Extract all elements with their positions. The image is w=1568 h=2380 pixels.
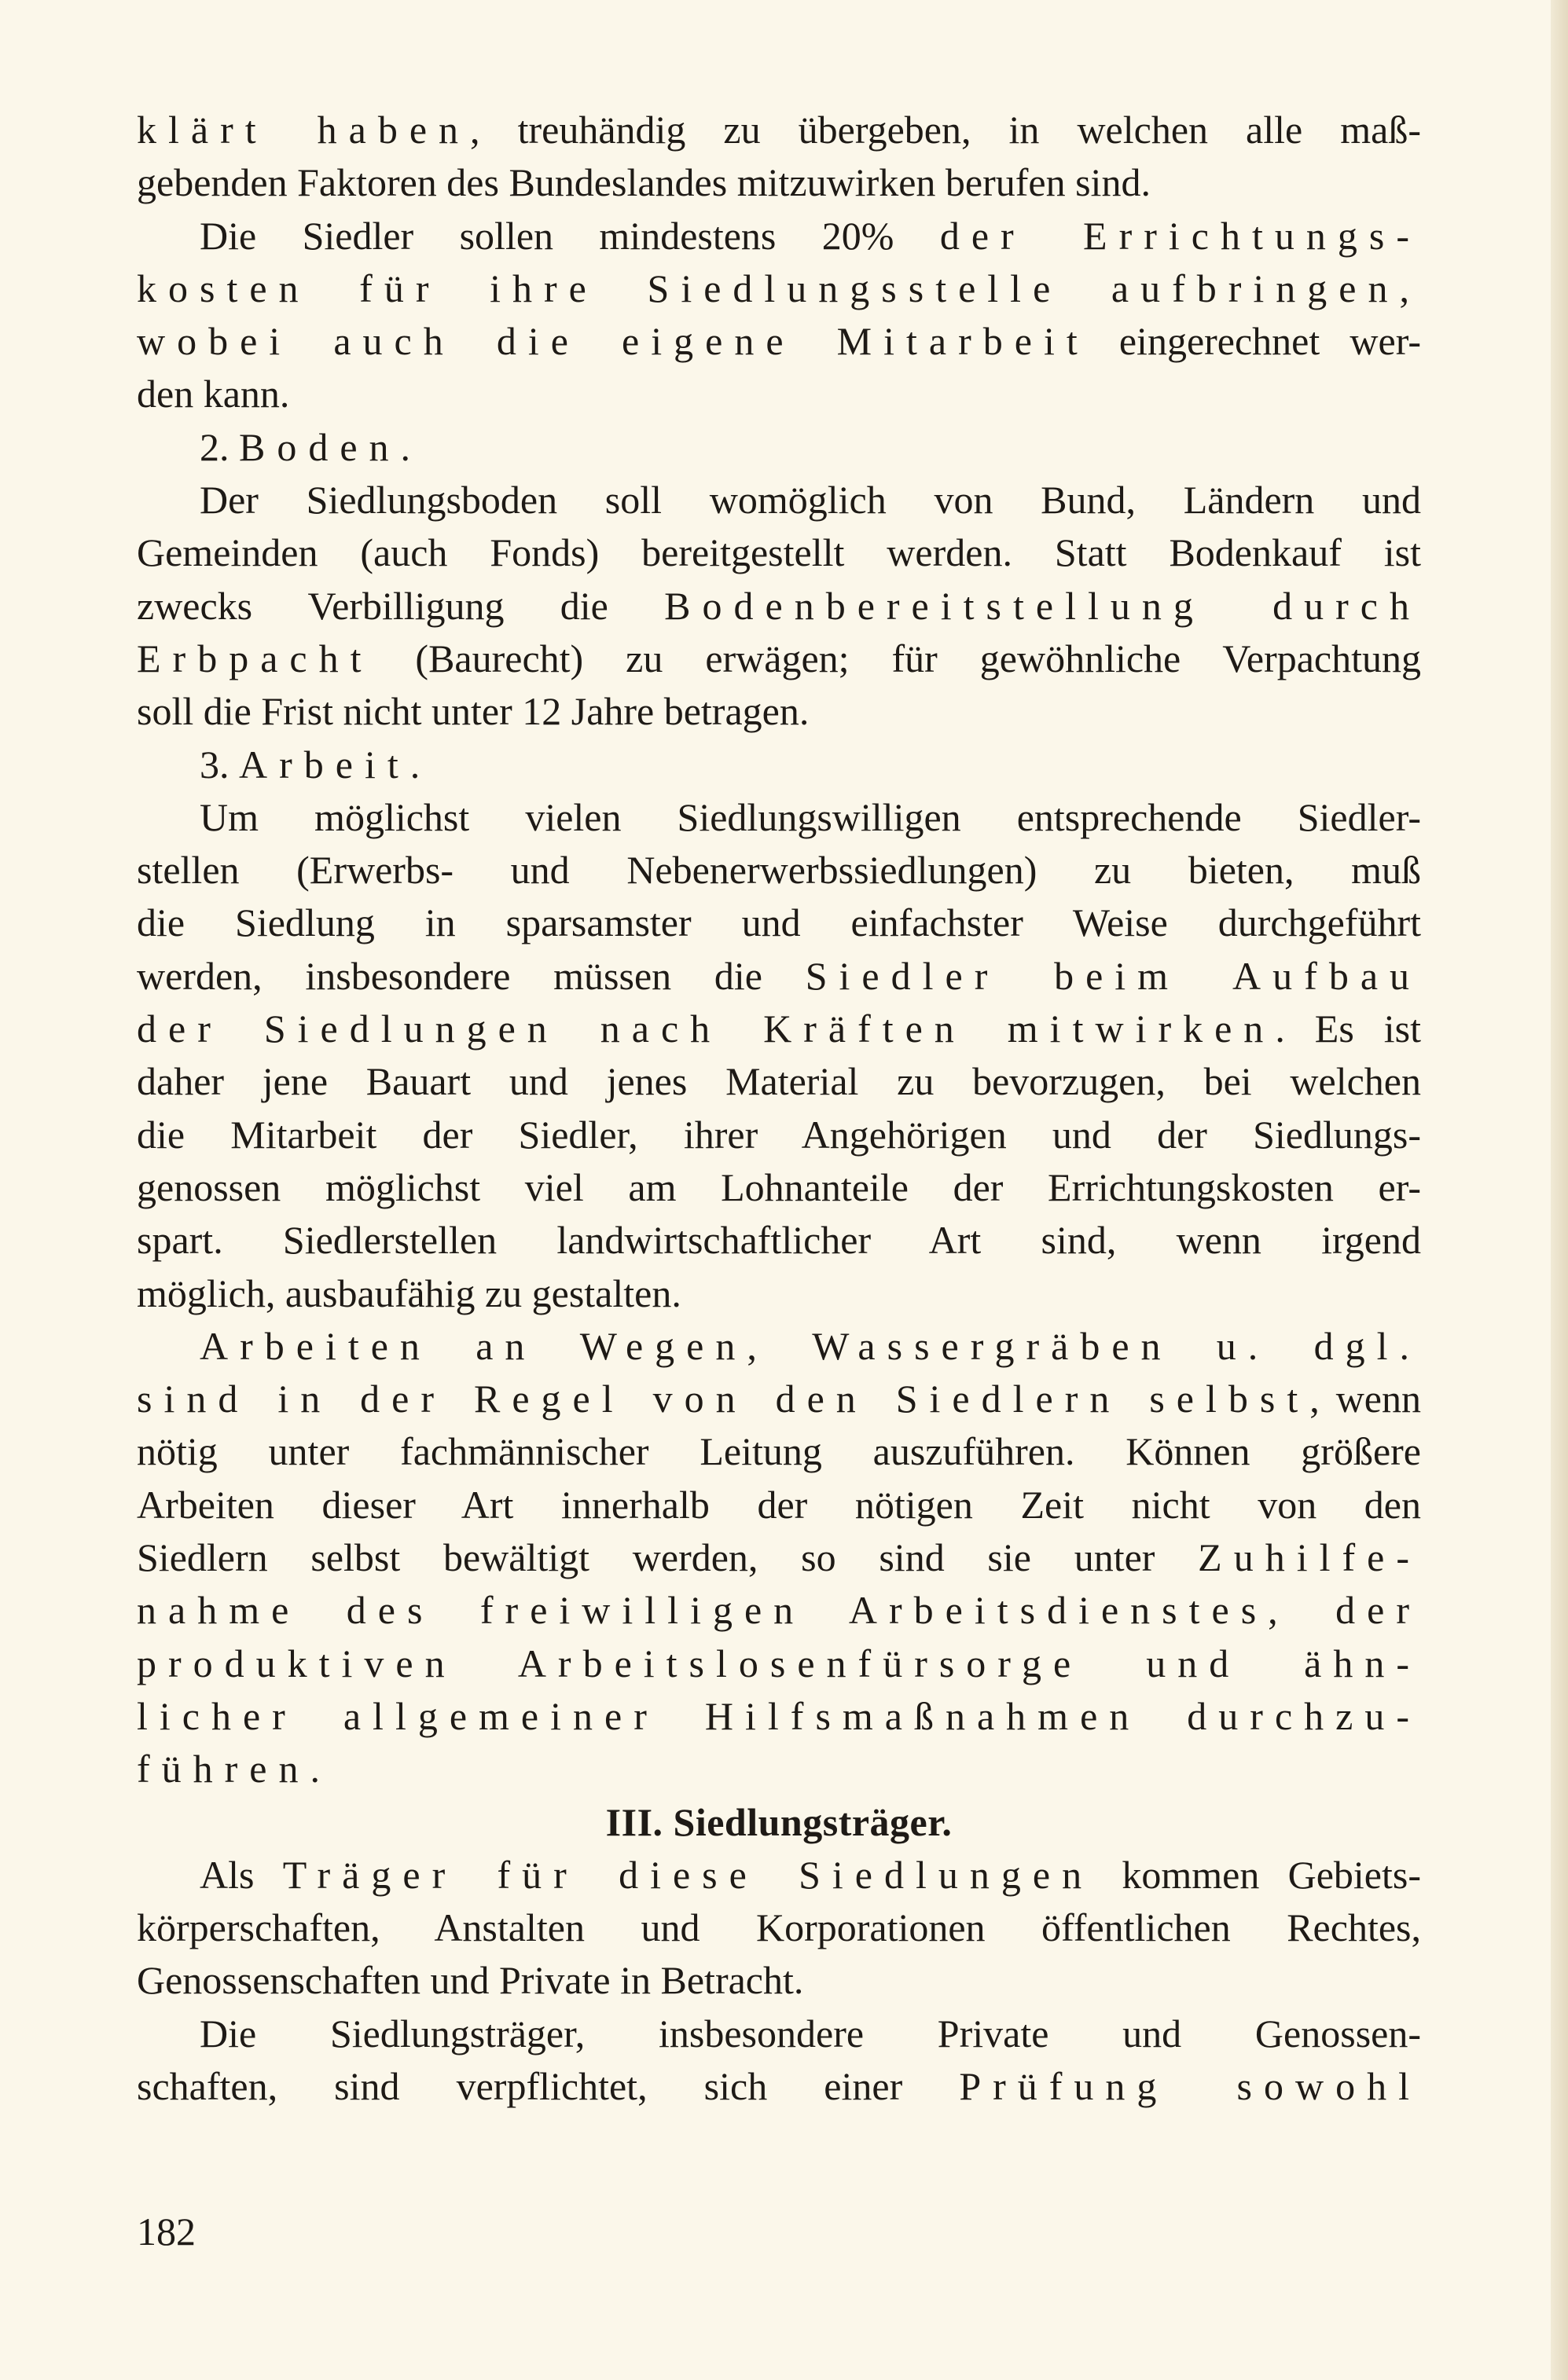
text-line: [137, 1320, 1421, 1373]
text-line: [137, 1637, 1421, 1690]
text-segment: Gemeinden (auch Fonds) bereitgestellt werden. Statt Bodenkauf ist: [137, 530, 1421, 575]
text-segment: gebenden Faktoren des Bundeslandes mitzuwirken berufen sind.: [137, 160, 1151, 205]
text-segment: Der Siedlungsboden soll womöglich von Bund, Ländern und: [200, 478, 1421, 523]
text-segment: stellen (Erwerbs- und Nebenerwerbssiedlungen) zu bieten, muß: [137, 848, 1421, 893]
body-text: [137, 104, 1421, 2113]
text-line: [137, 1743, 1421, 1795]
spaced-emphasis-text: produktiven Arbeitslosenfürsorge und ähn-: [137, 1641, 1421, 1685]
text-segment: soll die Frist nicht unter 12 Jahre betragen.: [137, 689, 810, 734]
spaced-emphasis-text: der Siedlungen nach Kräften mitwirken: [137, 1007, 1276, 1051]
text-line: [137, 474, 1421, 526]
spaced-emphasis-text: Erbpacht: [137, 636, 373, 680]
spaced-emphasis-text: Boden.: [239, 424, 423, 469]
spaced-emphasis-text: Zuhilfe-: [1198, 1535, 1421, 1580]
text-segment: schaften, sind verpflichtet, sich einer: [137, 2063, 960, 2108]
text-segment: spart. Siedlerstellen landwirtschaftlicher Art sind, wenn irgend: [137, 1218, 1421, 1263]
section-heading: [137, 1796, 1421, 1849]
text-line: [137, 1584, 1421, 1637]
text-line: [137, 1109, 1421, 1161]
spaced-emphasis-text: führen.: [137, 1747, 332, 1791]
text-segment: Als: [200, 1852, 283, 1897]
text-line: [137, 262, 1421, 315]
text-segment: III. Siedlungsträger.: [605, 1799, 953, 1844]
spaced-emphasis-text: licher allgemeiner Hilfsmaßnahmen durchzu-: [137, 1693, 1421, 1738]
text-line: [137, 1003, 1421, 1055]
text-segment: die Mitarbeit der Siedler, ihrer Angehörigen und der Siedlungs-: [137, 1112, 1421, 1157]
text-line: [137, 580, 1421, 633]
text-segment: kommen Gebiets-: [1093, 1852, 1421, 1897]
text-segment: nötig unter fachmännischer Leitung auszuführen. Können größere: [137, 1429, 1421, 1474]
text-line: [137, 844, 1421, 897]
text-line: [137, 210, 1421, 262]
text-segment: möglich, ausbaufähig zu gestalten.: [137, 1271, 681, 1315]
text-line: [137, 1373, 1421, 1425]
text-segment: genossen möglichst viel am Lohnanteile der Errichtungskosten er-: [137, 1164, 1421, 1209]
text-line: [137, 2008, 1421, 2060]
spaced-emphasis-text: wobei auch die eigene Mitarbeit: [137, 319, 1089, 364]
text-line: [137, 1055, 1421, 1108]
text-segment: körperschaften, Anstalten und Korporationen öffentlichen Rechtes,: [137, 1905, 1421, 1950]
spaced-emphasis-text: Prüfung sowohl: [959, 2063, 1421, 2108]
text-line: [137, 421, 1421, 474]
spaced-emphasis-text: sind in der Regel von den Siedlern selbst: [137, 1377, 1310, 1421]
text-line: [137, 1425, 1421, 1478]
text-line: [137, 526, 1421, 579]
text-line: [137, 1214, 1421, 1267]
text-segment: den kann.: [137, 372, 290, 416]
text-line: [137, 104, 1421, 156]
text-line: [137, 685, 1421, 738]
text-line: [137, 368, 1421, 420]
text-segment: die Siedlung in sparsamster und einfachster Weise durchgeführt: [137, 900, 1421, 945]
spaced-emphasis-text: Träger für diese Siedlungen: [282, 1852, 1094, 1897]
spaced-emphasis-text: kosten für ihre Siedlungsstelle aufbringen,: [137, 266, 1421, 310]
text-line: [137, 950, 1421, 1003]
text-segment: Arbeiten dieser Art innerhalb der nötigen Zeit nicht von den: [137, 1482, 1421, 1527]
spaced-emphasis-text: Siedler beim Aufbau: [805, 953, 1422, 998]
page-edge-shadow: [1551, 0, 1568, 2380]
text-line: [137, 633, 1421, 685]
text-segment: eingerechnet wer-: [1089, 319, 1421, 364]
text-line: [137, 1954, 1421, 2007]
text-segment: , treuhändig zu übergeben, in welchen alle maß-: [470, 108, 1421, 152]
text-line: [137, 1849, 1421, 1901]
text-segment: Um möglichst vielen Siedlungswilligen entsprechende Siedler-: [200, 794, 1421, 839]
text-segment: Die Siedlungsträger, insbesondere Private und Genossen-: [200, 2011, 1421, 2055]
text-segment: werden, insbesondere müssen die: [137, 953, 806, 998]
page-number: 182: [137, 2209, 196, 2253]
text-segment: 2.: [200, 424, 239, 469]
text-segment: Genossenschaften und Private in Betracht.: [137, 1958, 804, 2003]
spaced-emphasis-text: nahme des freiwilligen Arbeitsdienstes, der: [137, 1588, 1421, 1633]
text-line: [137, 2060, 1421, 2113]
text-line: [137, 739, 1421, 791]
text-line: [137, 1161, 1421, 1214]
text-line: [137, 791, 1421, 844]
text-line: [137, 1479, 1421, 1531]
text-line: [137, 1267, 1421, 1320]
text-line: [137, 315, 1421, 368]
text-line: [137, 156, 1421, 209]
text-segment: Siedlern selbst bewältigt werden, so sind sie unter: [137, 1535, 1199, 1580]
text-line: [137, 897, 1421, 949]
text-segment: zwecks Verbilligung die: [137, 583, 665, 628]
spaced-emphasis-text: Bodenbereitstellung durch: [664, 583, 1421, 628]
text-line: [137, 1901, 1421, 1954]
text-segment: Die Siedler sollen mindestens 20%: [200, 213, 940, 258]
spaced-emphasis-text: der Errichtungs-: [939, 213, 1421, 258]
text-segment: , wenn: [1309, 1377, 1421, 1421]
spaced-emphasis-text: klärt haben: [137, 108, 471, 152]
text-segment: 3.: [200, 742, 239, 787]
spaced-emphasis-text: Arbeiten an Wegen, Wassergräben u. dgl.: [200, 1323, 1421, 1368]
spaced-emphasis-text: Arbeit.: [239, 742, 432, 787]
text-segment: . Es ist: [1275, 1007, 1422, 1051]
text-segment: (Baurecht) zu erwägen; für gewöhnliche Verpachtung: [373, 636, 1421, 680]
text-segment: daher jene Bauart und jenes Material zu bevorzugen, bei welchen: [137, 1059, 1421, 1104]
text-line: [137, 1531, 1421, 1584]
text-line: [137, 1690, 1421, 1743]
